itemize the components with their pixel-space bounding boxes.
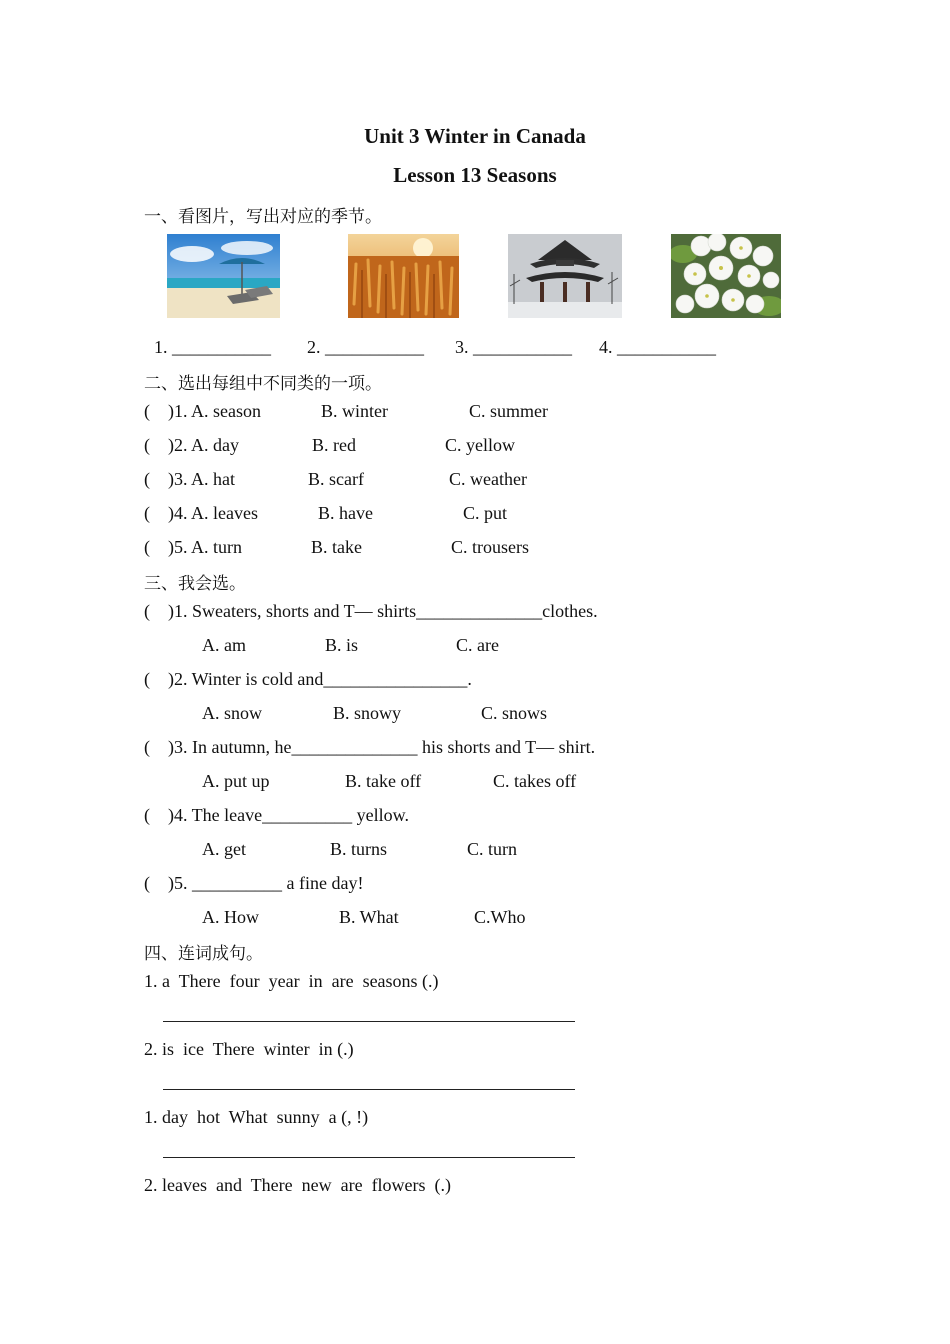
answer-blank-4[interactable]: 4. ___________: [599, 337, 716, 357]
section2-heading: 二、选出每组中不同类的一项。: [144, 374, 382, 394]
spring-blossom-image: [671, 234, 781, 318]
choice-question: ( )4. The leave__________ yellow.: [144, 805, 409, 825]
option-b: B. turns: [330, 839, 388, 859]
option-c: C. snows: [481, 703, 548, 723]
option-a: A. put up: [202, 771, 270, 791]
odd-one-out-question: ( )4. A. leaves: [144, 503, 258, 523]
lesson-title: Lesson 13 Seasons: [393, 163, 557, 187]
odd-one-out-question: ( )3. A. hat: [144, 469, 235, 489]
option-b: B. scarf: [308, 469, 364, 489]
summer-beach-image: [167, 234, 280, 318]
choice-question: ( )3. In autumn, he______________ his shorts and T— shirt.: [144, 737, 596, 757]
section4-heading: 四、连词成句。: [144, 944, 263, 964]
answer-blank-1[interactable]: 1. ___________: [154, 337, 271, 357]
option-b: B. take: [311, 537, 362, 557]
option-a: A. get: [202, 839, 246, 859]
answer-line[interactable]: [163, 1089, 575, 1090]
option-b: B. have: [318, 503, 373, 523]
option-a: A. snow: [202, 703, 263, 723]
scrambled-sentence: 2. leaves and There new are flowers (.): [144, 1175, 452, 1195]
option-c: C.Who: [474, 907, 526, 927]
scrambled-sentence: 1. a There four year in are seasons (.): [144, 971, 439, 991]
option-c: C. weather: [449, 469, 527, 489]
winter-pavilion-image: [508, 234, 622, 318]
scrambled-sentence: 1. day hot What sunny a (, !): [144, 1107, 369, 1127]
option-a: A. am: [202, 635, 246, 655]
option-b: B. red: [312, 435, 356, 455]
option-a: A. How: [202, 907, 259, 927]
scrambled-sentence: 2. is ice There winter in (.): [144, 1039, 354, 1059]
answer-line[interactable]: [163, 1157, 575, 1158]
choice-question: ( )1. Sweaters, shorts and T— shirts______________clothes.: [144, 601, 598, 621]
option-c: C. are: [456, 635, 499, 655]
option-c: C. yellow: [445, 435, 515, 455]
option-b: B. What: [339, 907, 399, 927]
autumn-wheat-image: [348, 234, 459, 318]
section3-heading: 三、我会选。: [144, 574, 246, 594]
option-b: B. take off: [345, 771, 422, 791]
option-c: C. put: [463, 503, 508, 523]
section1-heading: 一、看图片，写出对应的季节。: [144, 207, 382, 227]
answer-blank-2[interactable]: 2. ___________: [307, 337, 424, 357]
option-b: B. is: [325, 635, 359, 655]
option-c: C. turn: [467, 839, 518, 859]
unit-title: Unit 3 Winter in Canada: [364, 124, 586, 148]
option-c: C. summer: [469, 401, 548, 421]
odd-one-out-question: ( )2. A. day: [144, 435, 239, 455]
answer-line[interactable]: [163, 1021, 575, 1022]
option-b: B. winter: [321, 401, 388, 421]
answer-blank-3[interactable]: 3. ___________: [455, 337, 572, 357]
choice-question: ( )5. __________ a fine day!: [144, 873, 364, 893]
choice-question: ( )2. Winter is cold and________________.: [144, 669, 472, 689]
option-c: C. takes off: [493, 771, 577, 791]
odd-one-out-question: ( )5. A. turn: [144, 537, 242, 557]
option-b: B. snowy: [333, 703, 402, 723]
option-c: C. trousers: [451, 537, 529, 557]
odd-one-out-question: ( )1. A. season: [144, 401, 261, 421]
